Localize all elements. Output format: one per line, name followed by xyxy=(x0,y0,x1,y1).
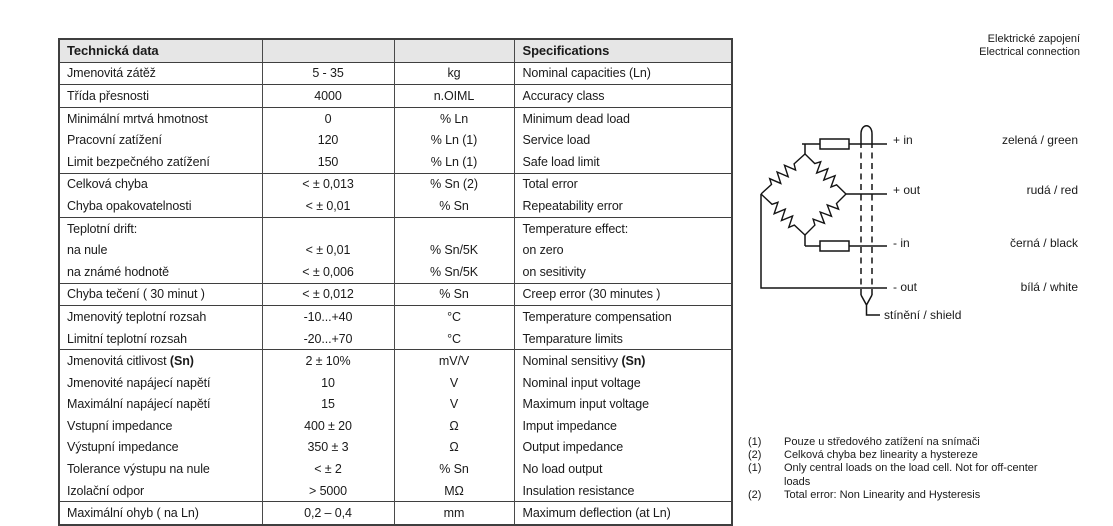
wire-color-label: rudá / red xyxy=(1026,183,1078,197)
spec-unit: % Sn xyxy=(394,458,514,480)
footnotes xyxy=(748,436,1096,502)
spec-value: 120 xyxy=(262,129,394,151)
spec-label-en: Total error xyxy=(514,173,732,195)
table-row xyxy=(59,173,732,195)
footnote-item xyxy=(748,489,1096,502)
spec-label-en: Nominal input voltage xyxy=(514,372,732,394)
spec-label-cz: Jmenovitá zátěž xyxy=(59,62,262,85)
spec-unit: V xyxy=(394,372,514,394)
table-header-unit xyxy=(394,39,514,62)
spec-label-cz: Jmenovitý teplotní rozsah xyxy=(59,306,262,328)
spec-unit: % Sn/5K xyxy=(394,239,514,261)
spec-unit: Ω xyxy=(394,437,514,459)
table-row xyxy=(59,415,732,437)
spec-value: < ± 0,01 xyxy=(262,239,394,261)
spec-value: 0 xyxy=(262,107,394,129)
spec-value: 150 xyxy=(262,151,394,173)
wire-color-label: zelená / green xyxy=(1001,133,1078,147)
table-row xyxy=(59,261,732,283)
spec-label-en: Accuracy class xyxy=(514,85,732,108)
table-row xyxy=(59,437,732,459)
spec-label-cz: Chyba tečení ( 30 minut ) xyxy=(59,283,262,306)
spec-table xyxy=(58,38,733,526)
table-row xyxy=(59,195,732,217)
spec-unit: % Sn/5K xyxy=(394,261,514,283)
spec-label-en: Creep error (30 minutes ) xyxy=(514,283,732,306)
spec-value: < ± 0,013 xyxy=(262,173,394,195)
spec-label-cz: Maximální napájecí napětí xyxy=(59,394,262,416)
spec-value: 2 ± 10% xyxy=(262,350,394,372)
wire-color-label: černá / black xyxy=(1009,236,1078,250)
table-row xyxy=(59,129,732,151)
spec-unit: °C xyxy=(394,306,514,328)
spec-value: < ± 0,01 xyxy=(262,195,394,217)
spec-label-cz: Limitní teplotní rozsah xyxy=(59,328,262,350)
spec-label-en: Temperature effect: xyxy=(514,217,732,239)
spec-label-en: Safe load limit xyxy=(514,151,732,173)
spec-label-cz: Limit bezpečného zatížení xyxy=(59,151,262,173)
table-row xyxy=(59,151,732,173)
spec-value: -20...+70 xyxy=(262,328,394,350)
footnote-number: (1) xyxy=(748,436,762,448)
spec-label-cz: Třída přesnosti xyxy=(59,85,262,108)
table-row xyxy=(59,62,732,85)
spec-unit: Ω xyxy=(394,415,514,437)
table-row xyxy=(59,394,732,416)
table-row xyxy=(59,85,732,108)
table-row xyxy=(59,502,732,525)
wire-color-label: bílá / white xyxy=(1020,280,1078,294)
spec-unit: MΩ xyxy=(394,480,514,502)
spec-unit: V xyxy=(394,394,514,416)
shield-label: stínění / shield xyxy=(884,308,962,322)
footnote-text: Only central loads on the load cell. Not for off-center loads xyxy=(784,462,1038,488)
footnote-number: (2) xyxy=(748,449,762,462)
terminal-signal-label: + out xyxy=(893,183,921,197)
spec-value: 350 ± 3 xyxy=(262,437,394,459)
spec-unit: n.OIML xyxy=(394,85,514,108)
footnote-item xyxy=(748,436,1096,449)
bridge-circuit-diagram xyxy=(750,90,905,335)
connection-title xyxy=(979,33,1080,59)
spec-unit: mm xyxy=(394,502,514,525)
spec-label-en: Minimum dead load xyxy=(514,107,732,129)
spec-value: 10 xyxy=(262,372,394,394)
spec-unit: % Sn xyxy=(394,283,514,306)
footnote-text: Celková chyba bez linearity a hystereze xyxy=(784,449,978,462)
spec-label-cz: Vstupní impedance xyxy=(59,415,262,437)
footnote-text: Total error: Non Linearity and Hysteresis xyxy=(784,488,981,501)
spec-label-en: on zero xyxy=(514,239,732,261)
spec-value: < ± 0,006 xyxy=(262,261,394,283)
table-row xyxy=(59,217,732,239)
footnote-number: (1) xyxy=(748,462,762,475)
connection-title-cz: Elektrické zapojení xyxy=(987,33,1080,45)
terminal-signal-label: - in xyxy=(893,236,910,250)
spec-label-cz: na nule xyxy=(59,239,262,261)
spec-label-en: Temperature compensation xyxy=(514,306,732,328)
spec-label-en: Imput impedance xyxy=(514,415,732,437)
spec-label-cz: Chyba opakovatelnosti xyxy=(59,195,262,217)
spec-label-en: Repeatability error xyxy=(514,195,732,217)
spec-value: 15 xyxy=(262,394,394,416)
spec-unit: mV/V xyxy=(394,350,514,372)
spec-label-cz: Výstupní impedance xyxy=(59,437,262,459)
connection-title-en: Electrical connection xyxy=(979,46,1080,58)
table-row xyxy=(59,328,732,350)
spec-unit: % Ln xyxy=(394,107,514,129)
spec-label-en: Nominal sensitivy (Sn) xyxy=(514,350,732,372)
table-row xyxy=(59,350,732,372)
spec-unit: % Ln (1) xyxy=(394,151,514,173)
spec-value: -10...+40 xyxy=(262,306,394,328)
table-row xyxy=(59,107,732,129)
spec-value: < ± 2 xyxy=(262,458,394,480)
spec-unit: % Sn xyxy=(394,195,514,217)
spec-label-en: Maximum deflection (at Ln) xyxy=(514,502,732,525)
table-row xyxy=(59,239,732,261)
table-header-row xyxy=(59,39,732,62)
spec-label-en: No load output xyxy=(514,458,732,480)
spec-label-cz: Tolerance výstupu na nule xyxy=(59,458,262,480)
spec-label-en: Output impedance xyxy=(514,437,732,459)
spec-table-body xyxy=(59,39,732,525)
table-header-en: Specifications xyxy=(514,39,732,62)
terminal-signal-label: + in xyxy=(893,133,913,147)
footnote-item xyxy=(748,462,1096,488)
table-row xyxy=(59,458,732,480)
spec-label-en: Service load xyxy=(514,129,732,151)
spec-value: > 5000 xyxy=(262,480,394,502)
spec-label-en: Insulation resistance xyxy=(514,480,732,502)
spec-value: 4000 xyxy=(262,85,394,108)
spec-unit: % Ln (1) xyxy=(394,129,514,151)
table-row xyxy=(59,283,732,306)
spec-label-cz: Teplotní drift: xyxy=(59,217,262,239)
spec-label-cz: Maximální ohyb ( na Ln) xyxy=(59,502,262,525)
spec-label-en: Nominal capacities (Ln) xyxy=(514,62,732,85)
footnote-number: (2) xyxy=(748,488,762,501)
table-row xyxy=(59,480,732,502)
footnote-item xyxy=(748,449,1096,462)
table-row xyxy=(59,372,732,394)
spec-label-cz: Pracovní zatížení xyxy=(59,129,262,151)
footnote-text: Pouze u středového zatížení na snímači xyxy=(784,436,980,448)
spec-value: < ± 0,012 xyxy=(262,283,394,306)
table-header-value xyxy=(262,39,394,62)
spec-value: 400 ± 20 xyxy=(262,415,394,437)
spec-label-en: on sesitivity xyxy=(514,261,732,283)
terminal-signal-label: - out xyxy=(893,280,918,294)
spec-label-cz: Jmenovitá citlivost (Sn) xyxy=(59,350,262,372)
spec-unit: °C xyxy=(394,328,514,350)
spec-unit xyxy=(394,217,514,239)
spec-label-cz: Celková chyba xyxy=(59,173,262,195)
table-header-cz: Technická data xyxy=(59,39,262,62)
table-row xyxy=(59,306,732,328)
spec-value: 0,2 – 0,4 xyxy=(262,502,394,525)
spec-label-cz: na známé hodnotě xyxy=(59,261,262,283)
spec-value: 5 - 35 xyxy=(262,62,394,85)
spec-unit: % Sn (2) xyxy=(394,173,514,195)
spec-label-cz: Jmenovité napájecí napětí xyxy=(59,372,262,394)
spec-label-en: Temparature limits xyxy=(514,328,732,350)
spec-unit: kg xyxy=(394,62,514,85)
spec-label-cz: Minimální mrtvá hmotnost xyxy=(59,107,262,129)
spec-label-en: Maximum input voltage xyxy=(514,394,732,416)
spec-label-cz: Izolační odpor xyxy=(59,480,262,502)
spec-value xyxy=(262,217,394,239)
